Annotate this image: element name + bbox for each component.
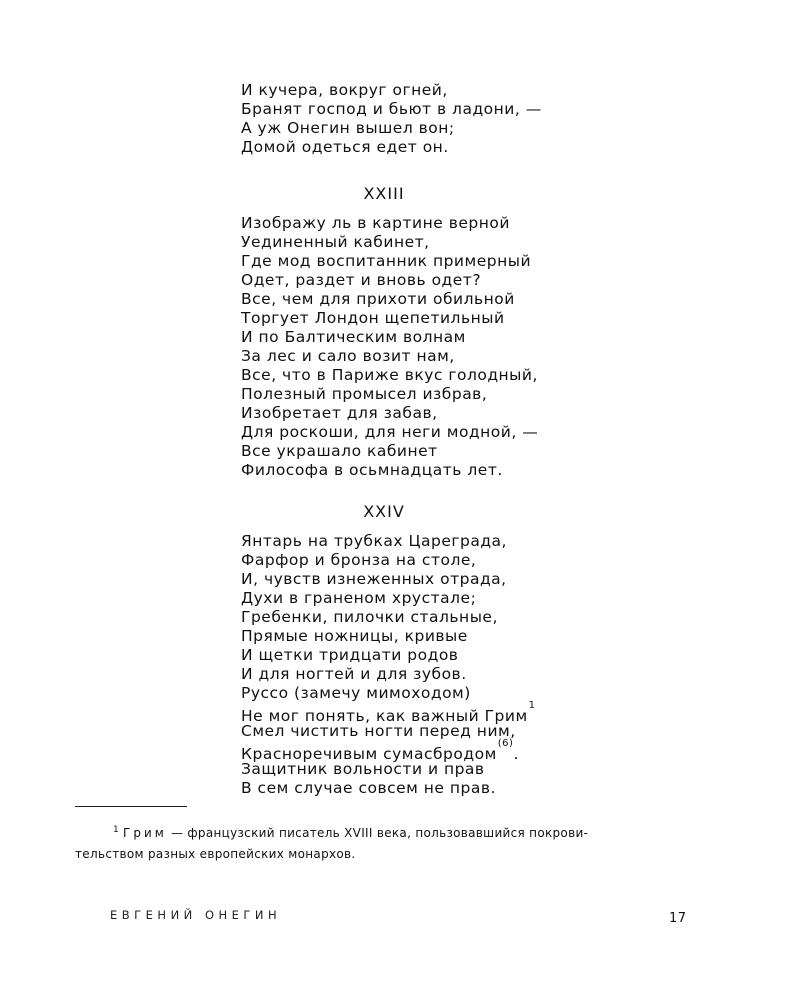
- verse-line: Изобретает для забав,: [241, 404, 438, 422]
- verse-line: Все, чем для прихоти обильной: [241, 290, 515, 308]
- verse-line: Для роскоши, для неги модной, —: [241, 423, 539, 441]
- stanza-heading-xxiv: XXIV: [363, 502, 405, 521]
- verse-text: Не мог понять, как важный Грим: [241, 707, 528, 726]
- footnote-line: [75, 824, 725, 845]
- verse-line: Руссо (замечу мимоходом): [241, 684, 471, 702]
- verse-line: Уединенный кабинет,: [241, 233, 430, 251]
- footnote-reference[interactable]: 1: [528, 700, 536, 711]
- footnote-line: тельством разных европейских монархов.: [75, 847, 356, 861]
- verse-line: Гребенки, пилочки стальные,: [241, 608, 498, 626]
- verse-line: Философа в осьмнадцать лет.: [241, 461, 503, 479]
- verse-line: В сем случае совсем не прав.: [241, 779, 496, 797]
- stanza-xxiv: [241, 532, 661, 798]
- footnote-text: — французский писатель XVIII века, пользовавшийся покрови-: [166, 826, 589, 840]
- verse-line: И, чувств изнеженных отрада,: [241, 570, 507, 588]
- running-title: ЕВГЕНИЙ ОНЕГИН: [110, 908, 282, 922]
- verse-line-with-endnote: [241, 738, 661, 764]
- stanza-xxiii: [241, 214, 661, 480]
- verse-line: Защитник вольности и прав: [241, 760, 485, 778]
- verse-line: Одет, раздет и вновь одет?: [241, 271, 482, 289]
- verse-line-with-footnote: [241, 700, 661, 726]
- page-number: 17: [669, 911, 687, 926]
- verse-line: Фарфор и бронза на столе,: [241, 551, 477, 569]
- verse-line: Духи в граненом хрустале;: [241, 589, 477, 607]
- footnote-name: Грим: [123, 826, 167, 840]
- footnote-separator: [75, 806, 187, 807]
- verse-line: Янтарь на трубках Цареграда,: [241, 532, 507, 550]
- footnote-mark: 1: [113, 825, 120, 835]
- verse-line: Полезный промысел избрав,: [241, 385, 488, 403]
- verse-line: И для ногтей и для зубов.: [241, 665, 467, 683]
- verse-line: И по Балтическим волнам: [241, 328, 466, 346]
- verse-line: А уж Онегин вышел вон;: [241, 119, 455, 137]
- verse-line: Домой одеться едет он.: [241, 138, 449, 156]
- verse-line: И щетки тридцати родов: [241, 646, 459, 664]
- verse-line: Смел чистить ногти перед ним,: [241, 722, 516, 740]
- endnote-reference[interactable]: (6): [497, 738, 514, 749]
- stanza-heading-xxiii: XXIII: [363, 184, 405, 203]
- verse-line: Торгует Лондон щепетильный: [241, 309, 505, 327]
- verse-line: Где мод воспитанник примерный: [241, 252, 532, 270]
- verse-line: Изображу ль в картине верной: [241, 214, 510, 232]
- verse-line: Все, что в Париже вкус голодный,: [241, 366, 538, 384]
- verse-line: За лес и сало возит нам,: [241, 347, 455, 365]
- stanza-xxii-ending: [241, 81, 661, 157]
- footnote: [75, 824, 725, 864]
- verse-line: Все украшало кабинет: [241, 442, 438, 460]
- verse-punctuation: .: [513, 745, 519, 764]
- verse-line: И кучера, вокруг огней,: [241, 81, 448, 99]
- verse-line: Бранят господ и бьют в ладони, —: [241, 100, 542, 118]
- verse-line: Прямые ножницы, кривые: [241, 627, 468, 645]
- verse-text: Красноречивым сумасбродом: [241, 745, 497, 764]
